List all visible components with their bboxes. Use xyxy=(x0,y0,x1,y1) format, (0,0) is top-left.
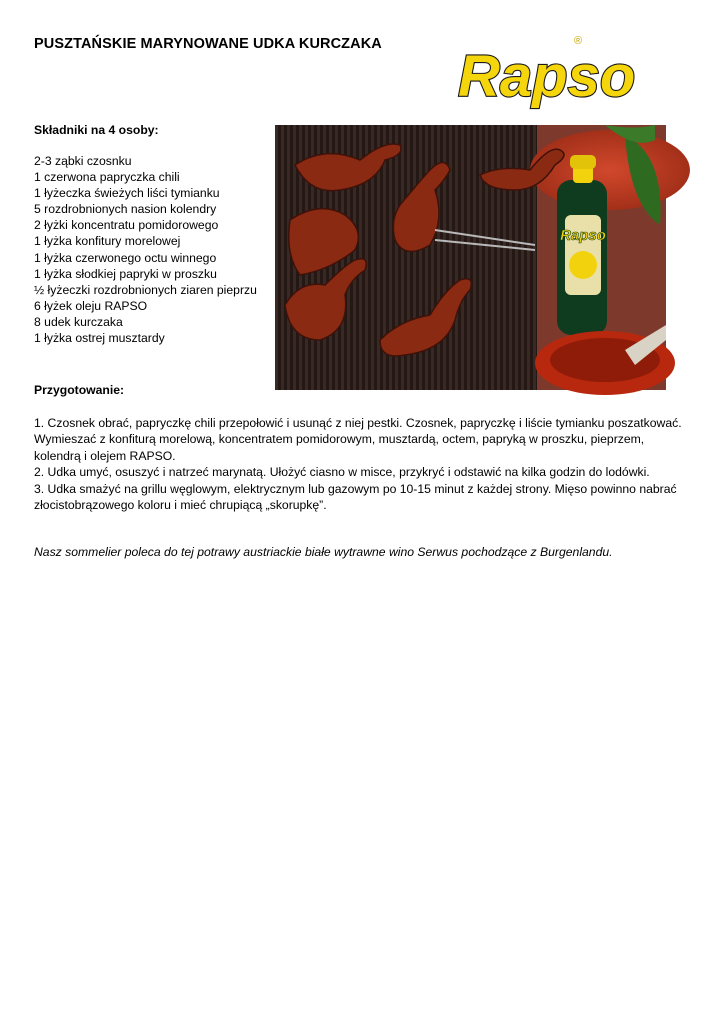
list-item: 6 łyżek oleju RAPSO xyxy=(34,298,148,313)
step-2: 2. Udka umyć, osuszyć i natrzeć marynatą. Ułożyć ciasno w misce, przykryć i odstawić na kilka godzin do lodówki. xyxy=(34,465,650,480)
oil-bottle xyxy=(557,155,607,335)
ingredients-heading: Składniki na 4 osoby: xyxy=(34,123,159,137)
list-item: 8 udek kurczaka xyxy=(34,314,123,329)
rapso-logo xyxy=(452,28,636,112)
bottle-label: Rapso xyxy=(560,227,606,244)
list-item: 1 łyżka ostrej musztardy xyxy=(34,331,165,346)
list-item: ½ łyżeczki rozdrobnionych ziaren pieprzu xyxy=(34,282,257,297)
preparation-steps xyxy=(34,415,694,513)
sommelier-note: Nasz sommelier poleca do tej potrawy austriackie białe wytrawne wino Serwus pochodzące z Burgenlandu. xyxy=(34,545,613,559)
list-item: 1 łyżka konfitury morelowej xyxy=(34,234,181,249)
list-item: 1 czerwona papryczka chili xyxy=(34,170,180,185)
ingredients-list xyxy=(34,153,257,346)
list-item: 1 łyżka słodkiej papryki w proszku xyxy=(34,266,217,281)
grilled-chicken-photo xyxy=(275,125,666,390)
list-item: 1 łyżka czerwonego octu winnego xyxy=(34,250,217,265)
list-item: 1 łyżeczka świeżych liści tymianku xyxy=(34,186,220,201)
recipe-title: PUSZTAŃSKIE MARYNOWANE UDKA KURCZAKA xyxy=(34,36,382,52)
registered-mark: ® xyxy=(574,35,583,47)
step-3: 3. Udka smażyć na grillu węglowym, elektrycznym lub gazowym po 10-15 minut z każdej strony. Mięso powinno nabrać złocistobrązowego koloru i mieć chrupiącą „skorupkę”. xyxy=(34,481,677,513)
preparation-heading: Przygotowanie: xyxy=(34,383,125,397)
list-item: 5 rozdrobnionych nasion kolendry xyxy=(34,202,217,217)
logo-text: Rapso xyxy=(458,44,636,109)
list-item: 2 łyżki koncentratu pomidorowego xyxy=(34,218,219,233)
step-1: 1. Czosnek obrać, papryczkę chili przepołowić i usunąć z niej pestki. Czosnek, papryczkę i liście tymianku poszatkować. Wymieszać z konfiturą morelową, koncentratem pomidorowym, musztardą, octem, papryką w proszku, pieprzem, kolendrą i olejem RAPSO. xyxy=(34,416,682,463)
list-item: 2-3 ząbki czosnku xyxy=(34,154,132,168)
